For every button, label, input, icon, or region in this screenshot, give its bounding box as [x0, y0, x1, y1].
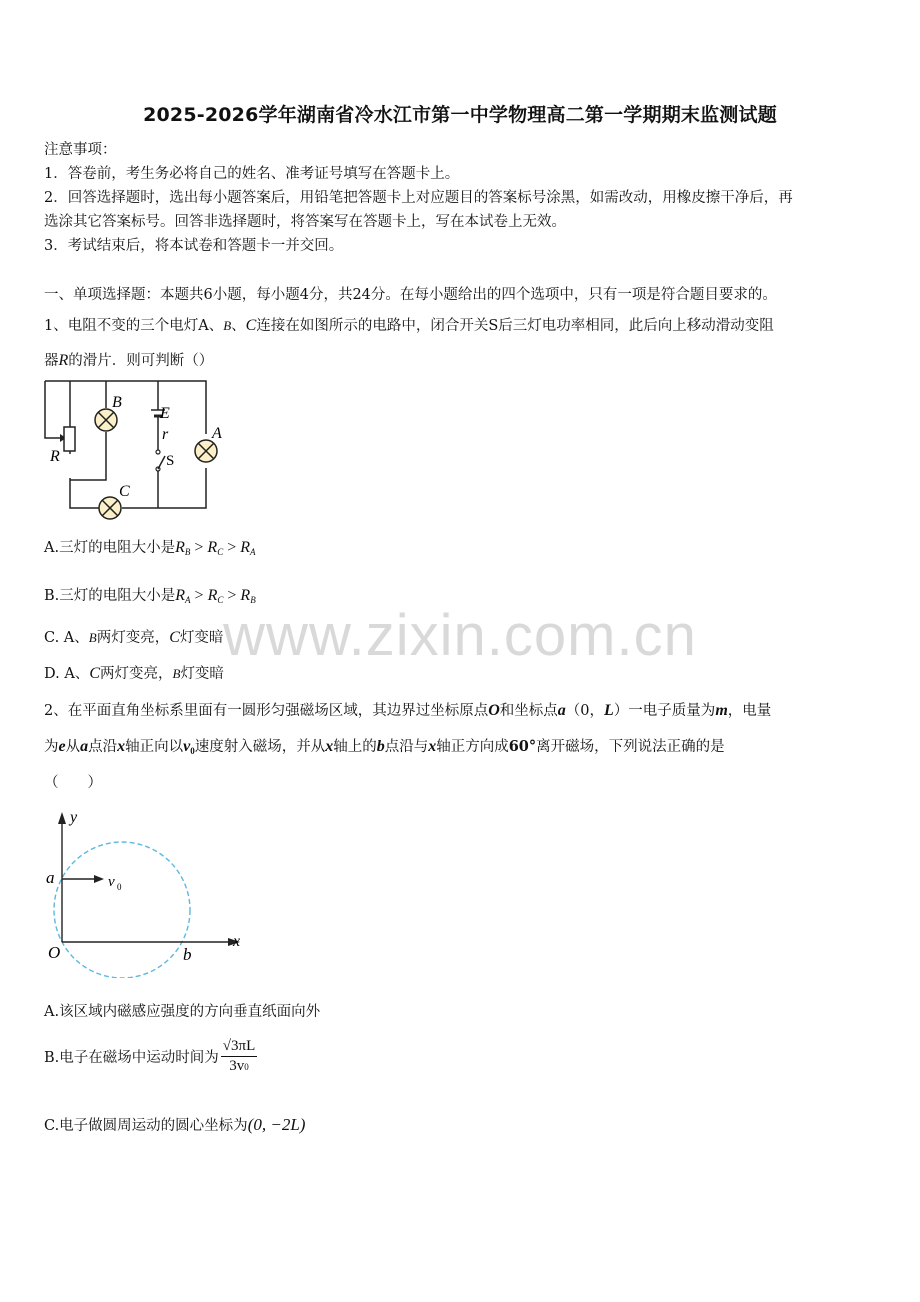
label-s: S [166, 453, 175, 469]
watermark: www.zixin.com.cn [223, 603, 697, 668]
lamp-c-icon [99, 497, 121, 519]
q1-option-a: A.三灯的电阻大小是$R_B > R_C > R_A$ [44, 539, 256, 557]
label-y: y [70, 809, 78, 826]
notice-item: 选涂其它答案标号。回答非选择题时，将答案写在答题卡上，写在本试卷上无效。 [44, 214, 566, 230]
page-title: 2025-2026学年湖南省冷水江市第一中学物理高二第一学期期末监测试题 [143, 104, 777, 126]
label-r-internal: r [162, 426, 169, 443]
label-a: A [212, 425, 222, 442]
notice-item: 1．答卷前，考生务必将自己的姓名、准考证号填写在答题卡上。 [44, 166, 460, 182]
label-v: v [108, 874, 115, 890]
notice-heading: 注意事项： [44, 142, 117, 158]
q1-option-b: B.三灯的电阻大小是$R_A > R_C > R_B$ [44, 587, 256, 605]
label-b-point: b [183, 945, 192, 964]
q1-option-c: C. A、B两灯变亮，C灯变暗 [44, 629, 224, 646]
label-rheostat: R [50, 448, 60, 465]
q1-stem-line2: 器R的滑片．则可判断（） [44, 352, 214, 369]
q2-stem-line2: 为e从a点沿x轴正向以$v_0$速度射入磁场，并从x轴上的b点沿与x轴正方向成60°离开磁场，下列说法正确的是 [44, 738, 725, 756]
section-heading: 一、单项选择题：本题共6小题，每小题4分，共24分。在每小题给出的四个选项中，只有一项是符合题目要求的。 [44, 287, 777, 303]
label-e: E [160, 405, 170, 422]
q2-answer-blank: （ ） [44, 775, 102, 791]
notice-item: 2．回答选择题时，选出每小题答案后，用铅笔把答题卡上对应题目的答案标号涂黑，如需改动，用橡皮擦干净后，再 [44, 190, 793, 206]
q1-circuit-diagram [40, 372, 230, 522]
q1-option-d: D. A、C两灯变亮，B灯变暗 [44, 665, 224, 682]
notice-item: 3．考试结束后，将本试卷和答题卡一并交回。 [44, 238, 344, 254]
q2-option-c: C.电子做圆周运动的圆心坐标为(0, −2L) [44, 1115, 306, 1134]
label-a-point: a [46, 868, 55, 887]
field-region-circle [54, 842, 190, 978]
q2-stem-line1: 2、在平面直角坐标系里面有一圆形匀强磁场区域，其边界过坐标原点O和坐标点a（0，L）一电子质量为m，电量 [44, 702, 772, 719]
y-axis-arrow-icon [58, 812, 66, 824]
velocity-arrow-icon [94, 875, 104, 883]
label-b: B [112, 394, 122, 411]
label-origin: O [48, 943, 61, 962]
q2-option-a: A.该区域内磁感应强度的方向垂直纸面向外 [44, 1004, 321, 1020]
q1-stem-line1: 1、电阻不变的三个电灯A、B、C连接在如图所示的电路中，闭合开关S后三灯电功率相同，此后向上移动滑动变阻 [44, 317, 774, 334]
label-c: C [119, 483, 130, 500]
fraction: $\frac{√3\pi L}{3v0}$ [222, 1038, 256, 1074]
lamp-b-icon [95, 409, 117, 431]
label-v-sub: 0 [117, 882, 122, 892]
label-x: x [233, 933, 241, 950]
q2-option-b: B.电子在磁场中运动时间为 $\frac{√3\pi L}{3v0}$ [44, 1038, 256, 1074]
rheostat-symbol [64, 427, 75, 451]
q2-coordinate-diagram [40, 806, 255, 978]
lamp-a-icon [195, 440, 217, 462]
